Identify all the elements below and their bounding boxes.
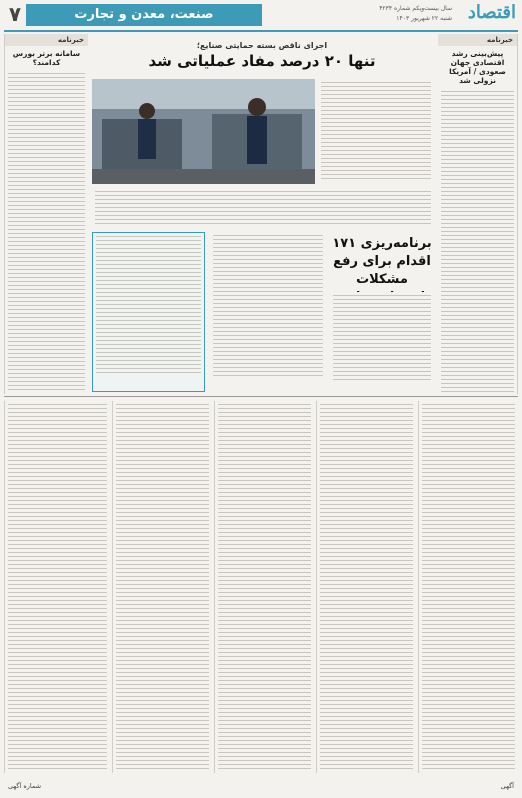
lead-kicker: اجرای ناقص بسته حمایتی صنایع؛ — [196, 41, 328, 50]
classified-ads — [4, 396, 518, 776]
right-column-title: پیش‌بینی رشد اقتصادی جهان صعودی / آمریکا نزولی شد — [449, 49, 506, 85]
left-column-body — [5, 73, 88, 390]
lead-headline: تنها ۲۰ درصد مفاد عملیاتی شد — [148, 52, 376, 70]
masthead — [0, 0, 522, 30]
side-headline: برنامه‌ریزی ۱۷۱ اقدام برای رفع مشکلات — [332, 236, 432, 287]
page-number: ۷ — [8, 2, 22, 26]
newspaper-logo: اقتصاد — [467, 2, 516, 23]
footer-left-text: شماره آگهی — [8, 782, 42, 790]
header-rule — [4, 30, 518, 32]
left-column-title: سامانه برتر بورس کدامند؟ — [12, 49, 81, 67]
right-news-column — [438, 34, 518, 394]
left-column-header: خبرنامه — [5, 34, 88, 46]
ad-column-3 — [214, 401, 314, 773]
issue-info: سال بیست‌ویکم شماره ۴۲۳۴ — [379, 5, 452, 12]
ad-column-5 — [4, 401, 110, 773]
left-news-column — [4, 34, 88, 394]
ad-column-4 — [112, 401, 212, 773]
right-column-header: خبرنامه — [438, 34, 517, 46]
factory-photo — [92, 79, 315, 184]
lead-story-body-col2 — [92, 188, 434, 230]
side-story-body-col2 — [210, 232, 326, 392]
side-story-body — [330, 292, 434, 392]
lead-story-body-col1 — [318, 79, 434, 189]
right-column-body — [438, 91, 517, 394]
footer-right-text: آگهی — [500, 782, 514, 790]
quote-box — [92, 232, 205, 392]
page-footer — [4, 778, 518, 794]
issue-date: شنبه ۲۲ شهریور ۱۴۰۳ — [396, 15, 452, 22]
section-title: صنعت، معدن و تجارت — [26, 4, 262, 26]
ad-column-2 — [316, 401, 416, 773]
ad-column-1 — [418, 401, 518, 773]
